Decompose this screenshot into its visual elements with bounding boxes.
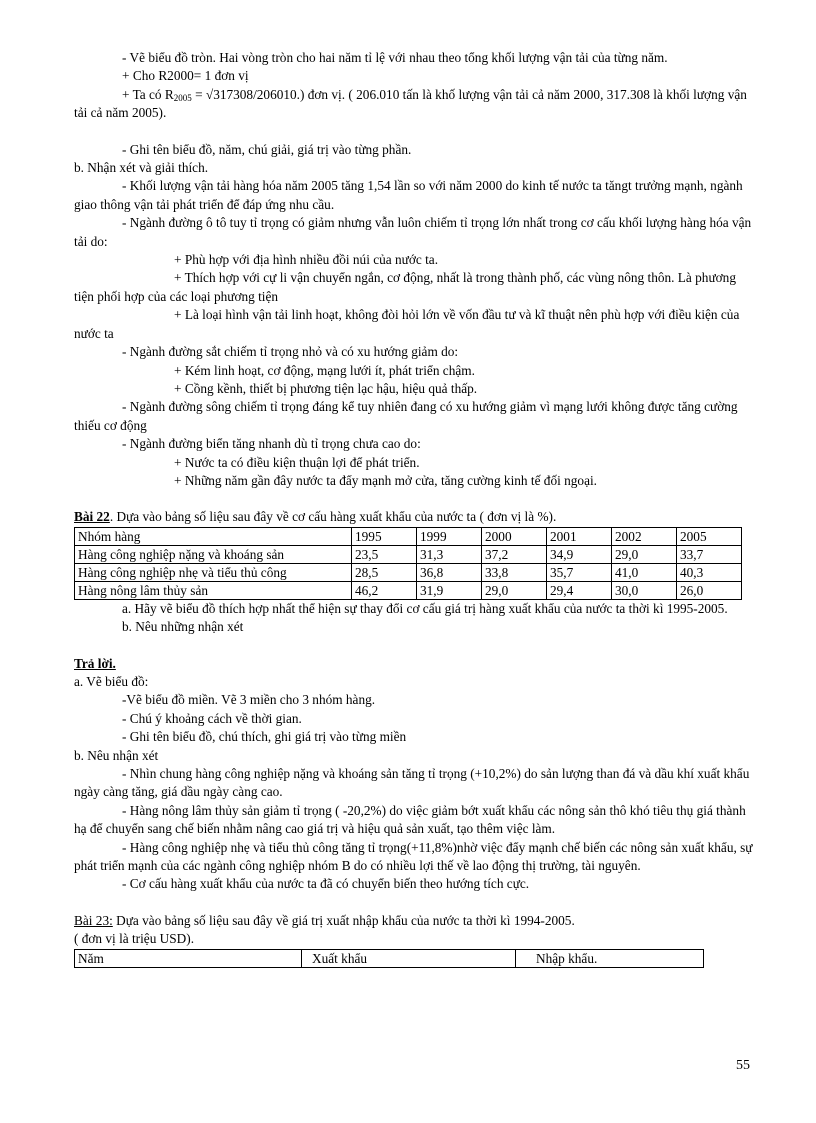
paragraph: - Khối lượng vận tải hàng hóa năm 2005 tăng 1,54 lần so với năm 2000 do kinh tế nước ta tăngt trưởng mạnh, ngành giao thông vận tải phát triển để đáp ứng nhu cầu. — [74, 178, 743, 212]
answer-b-title: b. Nêu nhận xét — [74, 747, 159, 763]
table-row — [75, 545, 742, 563]
subscript-2005: 2005 — [173, 92, 192, 103]
intro-line-4: - Ghi tên biểu đồ, năm, chú giải, giá trị vào từng phần. — [122, 141, 412, 157]
paragraph: - Hàng công nghiệp nhẹ và tiểu thủ công tăng tỉ trọng(+11,8%)nhờ việc đẩy mạnh chế biến các nông sản xuất khẩu, sự phát triển mạnh của các ngành công nghiệp nhóm B do có nhiều lợi thế về lao động thị trường, tài nguyên. — [74, 839, 753, 874]
bullet: + Kém linh hoạt, cơ động, mạng lưới ít, phát triển chậm. — [174, 362, 475, 378]
page-number: 55 — [736, 1058, 750, 1073]
intro-line-2: + Cho R2000= 1 đơn vị — [122, 68, 249, 84]
bullet: + Nước ta có điều kiện thuận lợi để phát triển. — [174, 454, 420, 470]
bai22-label: Bài 22 — [74, 509, 110, 525]
paragraph: -Vẽ biểu đồ miền. Vẽ 3 miền cho 3 nhóm hàng. — [122, 692, 376, 708]
bai23-unit: ( đơn vị là triệu USD). — [74, 931, 195, 947]
answer-a-title: a. Vẽ biểu đồ: — [74, 673, 149, 689]
bullet: + Cồng kềnh, thiết bị phương tiện lạc hậu, hiệu quả thấp. — [174, 380, 478, 396]
paragraph: - Ngành đường biển tăng nhanh dù tỉ trọng chưa cao do: — [122, 436, 421, 452]
intro-line-3: + Ta có $R_{2005} = √317308/206010$.) đơn vị. ( 206.010 tấn là khố lượng vận tải cả năm 2000, 317.308 là khối lượng vận tải cả năm 2005). — [74, 86, 747, 121]
table-header-row — [75, 527, 742, 545]
table-cell: 36,8 — [417, 563, 482, 581]
table-cell: Hàng công nghiệp nặng và khoáng sản — [75, 545, 352, 563]
table-cell: 29,0 — [612, 545, 677, 563]
table-header-cell: Nhập khẩu. — [516, 949, 704, 967]
document-page — [74, 49, 754, 968]
table-cell: 26,0 — [677, 581, 742, 599]
bai22-question-a: a. Hãy vẽ biểu đồ thích hợp nhất thể hiện sự thay đổi cơ cấu giá trị hàng xuất khẩu của nước ta thời kì 1995-2005. — [122, 600, 728, 616]
table-cell: 41,0 — [612, 563, 677, 581]
table-cell: 34,9 — [547, 545, 612, 563]
table-header-cell: Nhóm hàng — [75, 527, 352, 545]
table-row — [75, 581, 742, 599]
table-cell: 29,0 — [482, 581, 547, 599]
table-header-cell: Xuất khẩu — [302, 949, 516, 967]
table-cell: 40,3 — [677, 563, 742, 581]
bai23-table — [74, 949, 704, 968]
table-cell: 31,3 — [417, 545, 482, 563]
table-cell: 46,2 — [352, 581, 417, 599]
paragraph: - Chú ý khoảng cách về thời gian. — [122, 710, 302, 726]
table-cell: 23,5 — [352, 545, 417, 563]
answer-heading: Trả lời. — [74, 655, 116, 671]
bullet: + Những năm gần đây nước ta đẩy mạnh mở cửa, tăng cường kinh tế đối ngoại. — [174, 472, 597, 488]
table-cell: 30,0 — [612, 581, 677, 599]
table-cell: 29,4 — [547, 581, 612, 599]
table-cell: 28,5 — [352, 563, 417, 581]
paragraph: - Ngành đường ô tô tuy tỉ trọng có giảm nhưng vẫn luôn chiếm tỉ trọng lớn nhất trong cơ cấu khối lượng hàng hóa vận tải do: — [74, 215, 752, 249]
table-header-row — [75, 949, 704, 967]
table-header-cell: 2005 — [677, 527, 742, 545]
intro-line-1: - Vẽ biểu đồ tròn. Hai vòng tròn cho hai năm tỉ lệ với nhau theo tổng khối lượng vận tải của từng năm. — [122, 50, 668, 65]
table-header-cell: 2000 — [482, 527, 547, 545]
table-cell: 33,7 — [677, 545, 742, 563]
table-cell: 33,8 — [482, 563, 547, 581]
table-cell: 37,2 — [482, 545, 547, 563]
paragraph: - Cơ cấu hàng xuất khẩu của nước ta đã có chuyển biến theo hướng tích cực. — [122, 876, 530, 892]
section-b-title: b. Nhận xét và giải thích. — [74, 160, 209, 176]
table-cell: Hàng công nghiệp nhẹ và tiểu thủ công — [75, 563, 352, 581]
table-header-cell: 2002 — [612, 527, 677, 545]
table-header-cell: Năm — [75, 949, 302, 967]
bai23-label: Bài 23: — [74, 912, 113, 928]
paragraph: - Ghi tên biểu đồ, chú thích, ghi giá trị vào từng miền — [122, 729, 407, 745]
paragraph: - Ngành đường sắt chiếm tỉ trọng nhỏ và có xu hướng giảm do: — [122, 344, 459, 360]
table-cell: 35,7 — [547, 563, 612, 581]
paragraph: - Hàng nông lâm thủy sản giảm tỉ trọng ( -20,2%) do việc giảm bớt xuất khẩu các nông sản thô khó tiêu thụ giá thành hạ để chuyển sang chế biến nhằm nâng cao giá trị và hiệu quả sản xuất, tạo thêm việc làm. — [74, 802, 746, 837]
bai22-question-b: b. Nêu những nhận xét — [122, 619, 244, 635]
table-header-cell: 1995 — [352, 527, 417, 545]
bai22-table — [74, 527, 742, 600]
paragraph: - Nhìn chung hàng công nghiệp nặng và khoáng sản tăng tỉ trọng (+10,2%) do sản lượng than đá và dầu khí xuất khẩu ngày càng tăng, giá dầu ngày càng cao. — [74, 766, 750, 800]
bullet: + Là loại hình vận tải linh hoạt, không đòi hỏi lớn về vốn đầu tư và kĩ thuật nên phù hợp với điều kiện của nước ta — [74, 307, 740, 341]
bai22-prompt: Bài 22. Dựa vào bảng số liệu sau đây về cơ cấu hàng xuất khẩu của nước ta ( đơn vị là %). — [74, 509, 557, 525]
table-header-cell: 1999 — [417, 527, 482, 545]
table-row — [75, 563, 742, 581]
bullet: + Phù hợp với địa hình nhiều đồi núi của nước ta. — [174, 252, 439, 268]
table-cell: 31,9 — [417, 581, 482, 599]
bullet: + Thích hợp với cự li vận chuyển ngắn, cơ động, nhất là trong thành phố, các vùng nông thôn. Là phương tiện phối hợp của các loại phương tiện — [74, 270, 736, 304]
table-header-cell: 2001 — [547, 527, 612, 545]
bai23-prompt: Bài 23: Dựa vào bảng số liệu sau đây về giá trị xuất nhập khẩu của nước ta thời kì 1994-2005. — [74, 912, 575, 928]
table-cell: Hàng nông lâm thủy sản — [75, 581, 352, 599]
paragraph: - Ngành đường sông chiếm tỉ trọng đáng kể tuy nhiên đang có xu hướng giảm vì mạng lưới không được tăng cường thiếu cơ động — [74, 399, 738, 433]
